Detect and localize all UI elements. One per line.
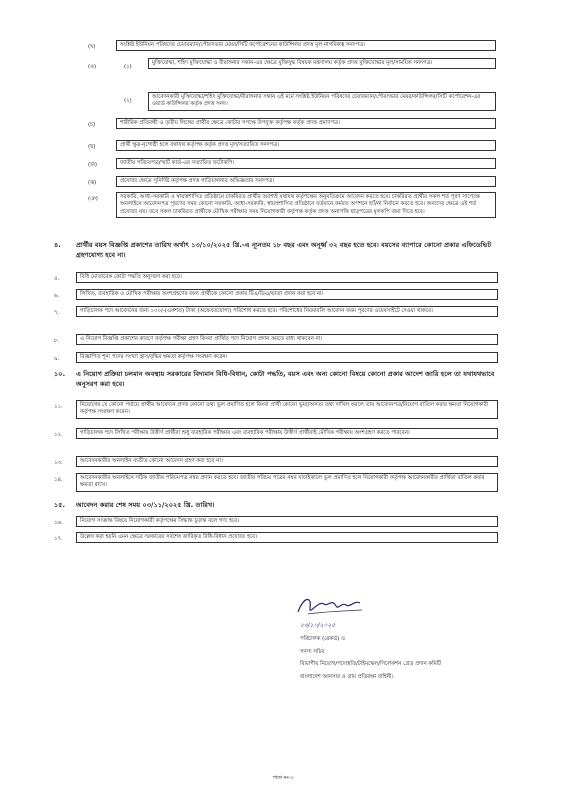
item-mark: (জ) bbox=[88, 162, 98, 168]
item-text: নিয়োগ সংক্রান্ত বিষয়ে নিয়োগকারী কর্তৃপক্ষের সিদ্ধান্ত চূড়ান্ত বলে গণ্য হবে। bbox=[76, 516, 498, 527]
item-mark: (ছ) bbox=[88, 144, 96, 150]
item-number: ১৭. bbox=[54, 536, 63, 542]
item-mark: (ঞ) bbox=[88, 196, 98, 202]
item-text: লিখিত, ব্যবহারিক ও মৌখিক পরীক্ষায় অংশগ্রহণের জন্য প্রার্থীকে কোনো প্রকার টিএ/ডিএ/ভাতা প্রদান করা হবে না। bbox=[76, 289, 498, 300]
item-number: ১৬. bbox=[54, 520, 63, 526]
item-number: ১১. bbox=[54, 404, 63, 410]
item-text: গাড়িচালক পদে লিখিত পরীক্ষায় উত্তীর্ণ প্রার্থীরা শুধু ব্যবহারিক পরীক্ষায় এবং ব্যবহারিক পরীক্ষায় উত্তীর্ণ প্রার্থীরাই মৌখিক পরীক্ষায় অংশগ্রহণ করতে পারবেন। bbox=[76, 428, 498, 439]
item-mark: (ঘ) bbox=[88, 44, 96, 50]
item-mark: (ঙ) bbox=[88, 64, 97, 70]
page-number: পাতা নং-২ bbox=[272, 776, 294, 781]
item-text: গাড়িচালক পদে আবেদনের জন্য ১০০/-(একশত) টাকা (অফেরতযোগ্য) পরিশোধ করতে হবে। পরিশোধের নিয়মাবলি আবেদন ফরম পূরণের ওয়েবসাইটে দেওয়া থাকবে। bbox=[76, 306, 498, 317]
item-text: প্রযোজ্য ক্ষেত্রে সুনির্দিষ্ট কর্তৃপক্ষ প্রদত্ত গাড়িচালনার অভিজ্ঞতার সনদপত্র। bbox=[116, 176, 496, 187]
item-text: জাতীয় পরিচয়পত্র/স্মার্ট কার্ড-এর সত্যায়িত ফটোকপি। bbox=[116, 158, 496, 169]
item-text: আবেদন করার শেষ সময় ০৩/১১/২০২৫ খ্রি. তারিখ। bbox=[76, 501, 215, 509]
item-text: নিয়োগের যে কোনো পর্যায়ে প্রার্থীর আবেদনে প্রদত্ত কোনো তথ্য ভুল প্রমাণিত হলে কিংবা প্রার্থী কোনো ভুয়া/অসত্য তথ্য দাখিল করলে তার আবেদনপত্র/নিয়োগ বাতিল করার ক্ষমতা নিয়োগকারী কর্তৃপক্ষ সংরক্ষণ করেন। bbox=[76, 400, 498, 419]
item-text: আবেদনকারীর অনলাইন ব্যতীত কোনো আবেদন গ্রহণ করা হবে না। bbox=[76, 456, 498, 467]
signatory-committee: বিভাগীয় নিয়োগ/পদোন্নতি/টাইমস্কেল/সিলেকশন গ্রেড প্রদান কমিটি bbox=[300, 661, 442, 667]
item-number: ১৪. bbox=[54, 477, 63, 483]
signatory-organization: বাংলাদেশ আনসার ও গ্রাম প্রতিরক্ষা বাহিনী। bbox=[300, 674, 394, 680]
signatory-role: সদস্য সচিব bbox=[300, 649, 325, 655]
item-text: মুক্তিযোদ্ধা, শহিদ মুক্তিযোদ্ধা ও বীরাঙ্গনার সন্তান-এর ক্ষেত্রে মুক্তিযুদ্ধ বিষয়ক মন্ত্রণালয় কর্তৃক প্রদত্ত মুক্তিযোদ্ধার মূল/সাময়িক সনদপত্র। bbox=[148, 58, 496, 69]
item-text: এ নিয়োগ বিজ্ঞপ্তি প্রকাশের কারণে কর্তৃপক্ষ পরীক্ষা গ্রহণ কিংবা প্রার্থিত পদে নিয়োগ প্রদান করতে বাধ্য থাকবেন না। bbox=[76, 334, 498, 345]
item-text: আবেদনকারীর অনলাইনে সঠিক জাতীয় পরিচয়পত্র নম্বর প্রদান করতে হবে। জাতীয় পরিচয় পত্রের নম্বর যাচাইকালে ভুল প্রমাণিত হলে নিয়োগকারী কর্তৃপক্ষ আবেদনকারীর প্রার্থিতা বাতিল করার ক্ষমতা রাখে। bbox=[76, 473, 498, 492]
item-mark: (ঝ) bbox=[88, 180, 97, 186]
item-text: সরকারি, আধা-সরকারি ও স্বায়ত্তশাসিত প্রতিষ্ঠানে চাকরিরত প্রার্থীর অবশ্যই যথাযথ কর্তৃপক্ষের অনুমতিক্রমে আবেদন করতে হবে। চাকরিরত প্রার্থীর সকল শর্ত পূরণ সাপেক্ষে অনলাইনে আবেদনপত্র পূরণের সময় কোনো সরকারি, আধা-সরকারি, স্বায়ত্তশাসিত প্রতিষ্ঠানে বর্তমানে কর্মরত অপশনে হ্যাঁ/না নির্বাচন করতে হবে। অন্যদের ক্ষেত্রে এই শর্ত প্রযোজ্য নয়। তবে সকল চাকরিরত প্রার্থীকে মৌখিক পরীক্ষার সময় নিয়োগকারী কর্তৃপক্ষ কর্তৃক প্রদত্ত অনাপত্তি ছাড়পত্রের মূলকপি জমা দিতে হবে। bbox=[116, 192, 496, 218]
item-number: ১০. bbox=[54, 370, 66, 378]
item-text: শারীরিক প্রতিবন্ধী ও তৃতীয় লিঙ্গের প্রার্থীর ক্ষেত্রে কোটার সপক্ষে উপযুক্ত কর্তৃপক্ষ কর্তৃক প্রদত্ত প্রমাণপত্র। bbox=[116, 118, 496, 129]
item-text: সংশ্লিষ্ট ইউনিয়ন পরিষদের চেয়ারম্যান/পৌরসভার মেয়র/সিটি কর্পোরেশনের কাউন্সিলর প্রদত্ত মূল নাগরিকত্ব সনদপত্র। bbox=[116, 40, 496, 51]
item-number: ৫. bbox=[54, 276, 60, 282]
signature-scribble bbox=[290, 590, 370, 626]
item-text: এ নিয়োগ প্রক্রিয়া চলমান অবস্থায় সরকারের বিদ্যমান বিধি-বিধান, কোটা পদ্ধতি, বয়স এবং অন্য কোনো বিষয়ে কোনো প্রকার আদেশ জারি হলে তা যথাযথভাবে অনুসরণ করা হবে। bbox=[76, 370, 495, 388]
item-number: ১৩. bbox=[54, 460, 63, 466]
item-number: ১৫. bbox=[54, 501, 66, 509]
item-mark: (চ) bbox=[88, 122, 96, 128]
item-text: আবেদনকারী মুক্তিযোদ্ধা/শহিদ মুক্তিযোদ্ধা/বীরাঙ্গনার সন্তান এই মর্মে সংশ্লিষ্ট ইউনিয়ন পরিষদের চেয়ারম্যান/পৌরসভার মেয়র/কাউন্সিলর/সিটি কর্পোরেশন-এর ওয়ার্ড কাউন্সিলর কর্তৃক প্রদত্ত সনদ। bbox=[148, 92, 496, 111]
item-text: উল্লেখ করা হয়নি এমন ক্ষেত্রে সরকারের সর্বশেষ জারিকৃত বিধি-বিধান প্রযোজ্য হবে। bbox=[76, 532, 498, 543]
item-text: বিজ্ঞাপিত শূন্য পদের সংখ্যা হ্রাস/বৃদ্ধির ক্ষমতা কর্তৃপক্ষ সংরক্ষণ করেন। bbox=[76, 352, 498, 363]
item-text: প্রার্থী ক্ষুদ্র-নৃগোষ্ঠী হলে যথাযথ কর্তৃপক্ষ কর্তৃক প্রদত্ত মূল/সত্যায়িত সনদপত্র। bbox=[116, 140, 496, 151]
item-submark: (১) bbox=[124, 64, 132, 70]
item-number: ৯. bbox=[54, 356, 60, 362]
item-number: ৮. bbox=[54, 338, 60, 344]
item-submark: (২) bbox=[124, 98, 132, 104]
signature-date: ২৩/১০/২০২৫ bbox=[300, 622, 336, 629]
item-number: ১২. bbox=[54, 432, 63, 438]
item-number: ৪. bbox=[54, 241, 61, 249]
item-number: ৭. bbox=[54, 310, 60, 316]
signatory-designation: পরিচালক (রেকর্ড) ও bbox=[300, 636, 345, 642]
item-text: বিধি মোতাবেক কোটা পদ্ধতি অনুসরণ করা হবে। bbox=[76, 272, 498, 283]
item-text: প্রার্থীর বয়স বিজ্ঞপ্তি প্রকাশের তারিখ অর্থাৎ ১৩/১০/২০২৫ খ্রি.-এ ন্যূনতম ১৮ বছর এবং অনূর্ধ্ব ৩২ বছর হতে হবে। বয়সের ব্যাপারে কোনো প্রকার এফিডেভিট গ্রহণযোগ্য হবে না। bbox=[76, 241, 492, 259]
item-number: ৬. bbox=[54, 293, 60, 299]
